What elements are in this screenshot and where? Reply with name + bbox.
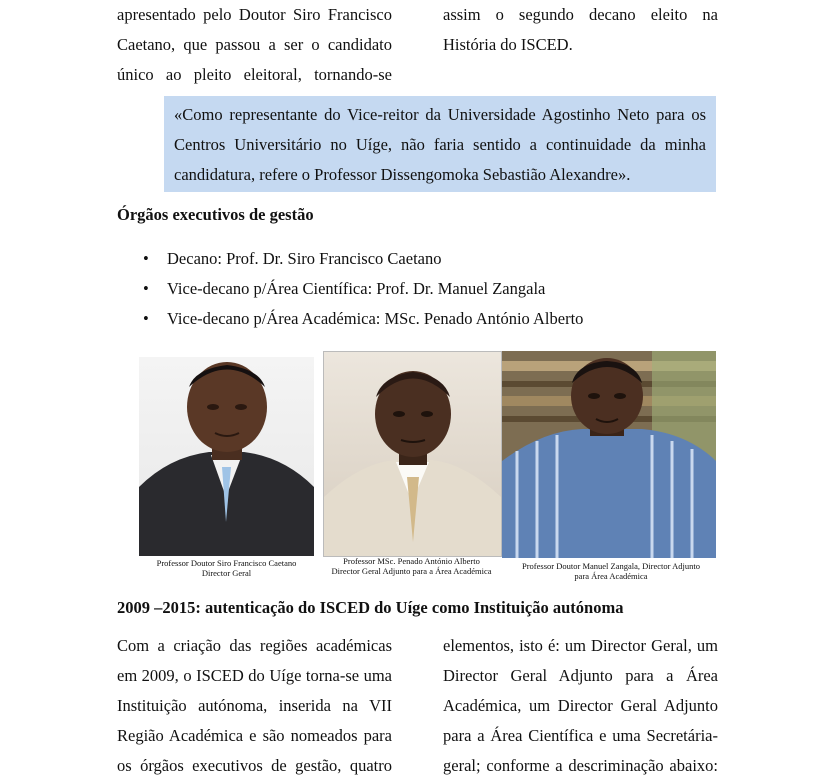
top-right-column [443, 0, 718, 60]
paragraph-line: História do ISCED. [443, 35, 573, 54]
caption-line: Director Geral Adjunto para a Área Académica [331, 566, 492, 576]
caption-line: para Área Académica [574, 571, 648, 581]
paragraph-line: para a Área Científica e uma Secretária- [443, 726, 718, 745]
section-heading: Órgãos executivos de gestão [117, 205, 314, 224]
bottom-right-column [443, 631, 718, 781]
list-item: • Vice-decano p/Área Académica: MSc. Penado António Alberto [140, 304, 583, 334]
paragraph-line: Instituição autónoma, inserida na VII [117, 696, 392, 715]
portrait-photo-caetano [139, 357, 314, 556]
photo-caption [504, 561, 718, 581]
top-left-column [117, 0, 392, 90]
paragraph-line: assim o segundo decano eleito na [443, 5, 718, 24]
section-heading: 2009 –2015: autenticação do ISCED do Uíge como Instituição autónoma [117, 598, 624, 617]
caption-line: Professor Doutor Siro Francisco Caetano [156, 558, 297, 568]
photo-caption [139, 558, 314, 578]
highlighted-quote: «Como representante do Vice-reitor da Universidade Agostinho Neto para os Centros Universitário no Uíge, não faria sentido a continuidade da minha candidatura, refere o Professor Dissengomoka Sebastião Alexandre». [164, 96, 716, 192]
paragraph-line: geral; conforme a descriminação abaixo: [443, 756, 718, 775]
photo-caption [318, 556, 505, 576]
list-item: • Vice-decano p/Área Científica: Prof. Dr. Manuel Zangala [140, 274, 583, 304]
paragraph-line: Caetano, que passou a ser o candidato [117, 35, 392, 54]
caption-line: Professor MSc. Penado António Alberto [343, 556, 480, 566]
paragraph-line: os órgãos executivos de gestão, quatro [117, 756, 392, 775]
executive-bodies-list [140, 244, 583, 334]
caption-line: Professor Doutor Manuel Zangala, Director Adjunto [522, 561, 700, 571]
portrait-photo-alberto [323, 351, 502, 557]
paragraph-line: em 2009, o ISCED do Uíge torna-se uma [117, 666, 392, 685]
paragraph-line: elementos, isto é: um Director Geral, um [443, 636, 718, 655]
bottom-left-column [117, 631, 392, 781]
portrait-photo-zangala [502, 351, 716, 558]
paragraph-line: único ao pleito eleitoral, tornando-se [117, 65, 392, 84]
paragraph-line: apresentado pelo Doutor Siro Francisco [117, 5, 392, 24]
caption-line: Director Geral [201, 568, 252, 578]
paragraph-line: Director Geral Adjunto para a Área [443, 666, 718, 685]
paragraph-line: Região Académica e são nomeados para [117, 726, 392, 745]
paragraph-line: Académica, um Director Geral Adjunto [443, 696, 718, 715]
list-item: • Decano: Prof. Dr. Siro Francisco Caetano [140, 244, 583, 274]
paragraph-line: Com a criação das regiões académicas [117, 636, 392, 655]
